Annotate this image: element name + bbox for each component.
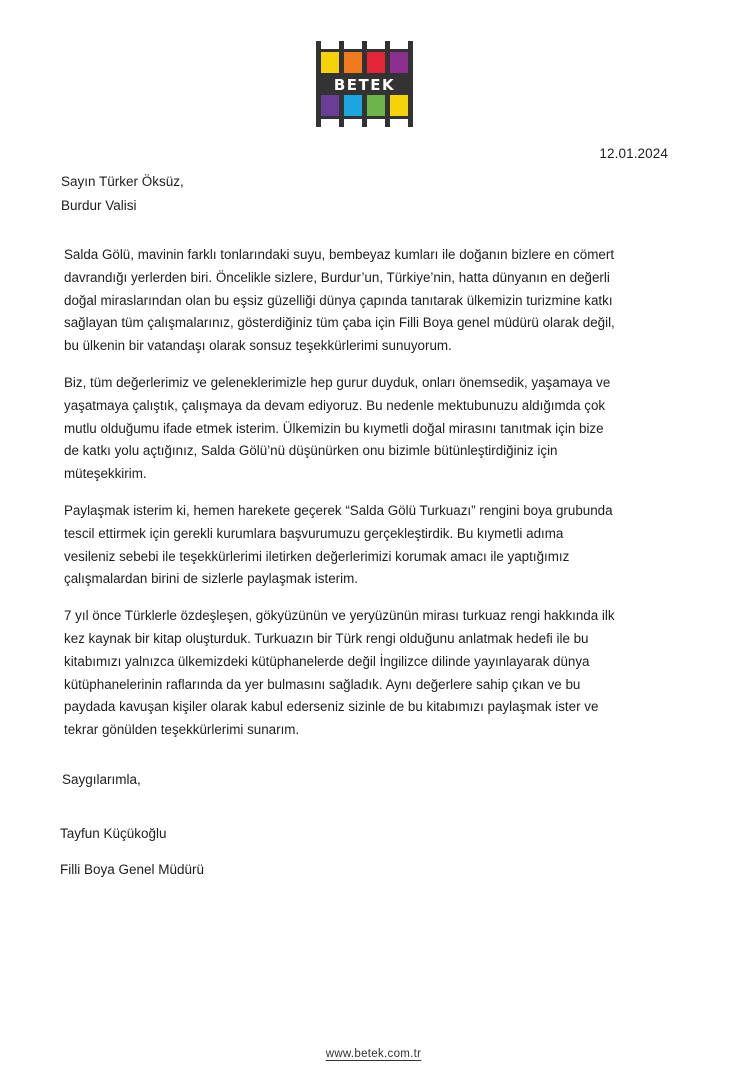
addressee-title: Burdur Valisi [61, 198, 137, 213]
betek-logo [316, 41, 414, 127]
paragraph-line: tekrar gönülden teşekkürlerimi sunarım. [64, 722, 300, 738]
letter-paragraph [64, 372, 684, 486]
addressee-name: Sayın Türker Öksüz, [61, 174, 184, 189]
logo-bottom-square [367, 95, 385, 116]
paragraph-line: kitabımızı yalnızca ülkemizdeki kütüphanelerde değil İngilizce dilinde yayınlayarak dünya [64, 653, 590, 669]
logo-top-square [367, 52, 385, 73]
paragraph-line: Biz, tüm değerlerimiz ve geleneklerimizle hep gurur duyduk, onları önemsedik, yaşamaya ve [64, 374, 611, 390]
letter-paragraph [64, 605, 684, 742]
logo-top-square [390, 52, 408, 73]
paragraph-line: kez kaynak bir kitap oluşturduk. Turkuazın bir Türk rengi olduğunu anlatmak hedefi ile bu [64, 630, 589, 646]
logo-top-square [344, 52, 362, 73]
letter-paragraph [64, 500, 684, 591]
paragraph-line: bu ülkenin bir vatandaşı olarak sonsuz teşekkürlerimi sunuyorum. [64, 338, 452, 354]
paragraph-line: çalışmalardan birini de sizlerle paylaşmak isterim. [64, 571, 358, 587]
paragraph-line: kütüphanelerinin raflarında da yer bulmasını sağladık. Aynı değerlere sahip çıkan ve bu [64, 676, 581, 692]
paragraph-line: tescil ettirmek için gerekli kurumlara başvurumuzu gerçekleştirdik. Bu kıymetli adıma [64, 525, 564, 541]
paragraph-line: yaşatmaya çalıştık, çalışmaya da devam ediyoruz. Bu nedenle mektubunuzu aldığımda çok [64, 397, 606, 413]
paragraph-line: Salda Gölü, mavinin farklı tonlarındaki suyu, bembeyaz kumları ile doğanın bizlere en cömert [64, 247, 615, 262]
paragraph-line: müteşekkirim. [64, 466, 147, 482]
signer-title: Filli Boya Genel Müdürü [60, 862, 205, 877]
logo-text: BETEK [333, 76, 396, 94]
logo-top-square [321, 52, 339, 73]
closing-salutation: Saygılarımla, [62, 772, 141, 787]
addressee-block [61, 170, 184, 218]
paragraph-line: doğal miraslarından olan bu eşsiz güzelliği dünya çapında tanıtarak ülkemizin turizmine katkı [64, 292, 613, 308]
logo-bottom-square [321, 95, 339, 116]
paragraph-line: paydada kavuşan kişiler olarak kabul ederseniz sizinle de bu kitabımızı paylaşmak ister ve [64, 699, 599, 715]
letter-date: 12.01.2024 [599, 146, 668, 161]
logo-bottom-square [344, 95, 362, 116]
paragraph-line: vesileniz sebebi ile teşekkürlerimi iletirken değerlerimizi korumak amacı ile yaptığımız [64, 548, 570, 564]
website-link[interactable]: www.betek.com.tr [325, 1048, 422, 1060]
letter-paragraph [64, 244, 684, 358]
signer-name: Tayfun Küçükoğlu [60, 826, 167, 841]
paragraph-line: Paylaşmak isterim ki, hemen harekete geçerek “Salda Gölü Turkuazı” rengini boya grubunda [64, 502, 613, 518]
paragraph-line: 7 yıl önce Türklerle özdeşleşen, gökyüzünün ve yeryüzünün mirası turkuaz rengi hakkında ilk [64, 608, 615, 624]
paragraph-line: de katkı yolu açtığınız, Salda Gölü’nü düşünürken onu bizimle bütünleştirdiğiniz için [64, 443, 558, 459]
paragraph-line: sağlayan tüm çalışmalarınız, gösterdiğiniz tüm çaba için Filli Boya genel müdürü olarak değil, [64, 315, 615, 331]
paragraph-line: davrandığı yerlerden biri. Öncelikle sizlere, Burdur’un, Türkiye’nin, hatta dünyanın en değerli [64, 269, 610, 285]
paragraph-line: mutlu olduğumu ifade etmek isterim. Ülkemizin bu kıymetli doğal mirasını tanıtmak için bize [64, 420, 604, 436]
letter-body [64, 244, 684, 756]
footer [0, 1048, 750, 1060]
logo-bottom-square [390, 95, 408, 116]
